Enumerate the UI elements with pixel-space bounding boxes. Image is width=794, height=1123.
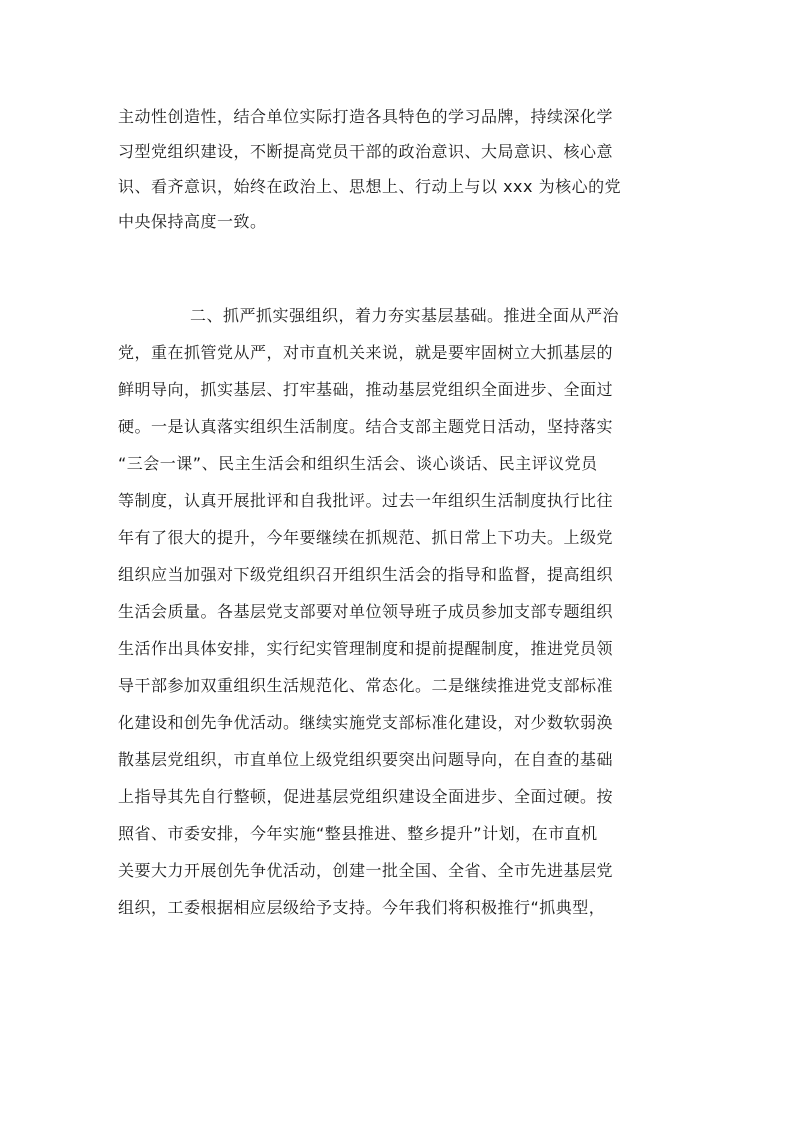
paragraph-line: 等制度，认真开展批评和自我批评。过去一年组织生活制度执行比往 — [118, 491, 614, 510]
paragraph-line: 导干部参加双重组织生活规范化、常态化。二是继续推进党支部标准 — [118, 676, 614, 695]
paragraph-line: 组织，工委根据相应层级给予支持。今年我们将积极推行“抓典型， — [118, 898, 606, 917]
paragraph-line: 中央保持高度一致。 — [118, 212, 267, 231]
paragraph-line: “三会一课”、民主生活会和组织生活会、谈心谈话、民主评议党员 — [118, 454, 598, 473]
paragraph-line: 主动性创造性，结合单位实际打造各具特色的学习品牌，持续深化学 — [118, 107, 614, 126]
paragraph-line: 关要大力开展创先争优活动，创建一批全国、全省、全市先进基层党 — [118, 861, 614, 880]
paragraph-line: 习型党组织建设，不断提高党员干部的政治意识、大局意识、核心意 — [118, 142, 614, 161]
paragraph-line: 照省、市委安排，今年实施“整县推进、整乡提升”计划，在市直机 — [118, 824, 598, 843]
paragraph-line: 党，重在抓管党从严，对市直机关来说，就是要牢固树立大抓基层的 — [118, 343, 614, 362]
paragraph-line: 生活作出具体安排，实行纪实管理制度和提前提醒制度，推进党员领 — [118, 639, 614, 658]
paragraph-line: 识、看齐意识，始终在政治上、思想上、行动上与以 xxx 为核心的党 — [118, 177, 622, 196]
paragraph-line: 化建设和创先争优活动。继续实施党支部标准化建设，对少数软弱涣 — [118, 713, 614, 732]
paragraph-line: 组织应当加强对下级党组织召开组织生活会的指导和监督，提高组织 — [118, 565, 614, 584]
paragraph-line: 鲜明导向，抓实基层、打牢基础，推动基层党组织全面进步、全面过 — [118, 380, 614, 399]
paragraph-line: 生活会质量。各基层党支部要对单位领导班子成员参加支部专题组织 — [118, 602, 614, 621]
paragraph-line: 硬。一是认真落实组织生活制度。结合支部主题党日活动，坚持落实 — [118, 417, 614, 436]
paragraph-line: 散基层党组织，市直单位上级党组织要突出问题导向，在自查的基础 — [118, 750, 614, 769]
paragraph-line: 上指导其先自行整顿，促进基层党组织建设全面进步、全面过硬。按 — [118, 787, 614, 806]
paragraph-line: 年有了很大的提升，今年要继续在抓规范、抓日常上下功夫。上级党 — [118, 528, 614, 547]
paragraph-heading-line: 二、抓严抓实强组织，着力夯实基层基础。推进全面从严治 — [190, 306, 620, 325]
